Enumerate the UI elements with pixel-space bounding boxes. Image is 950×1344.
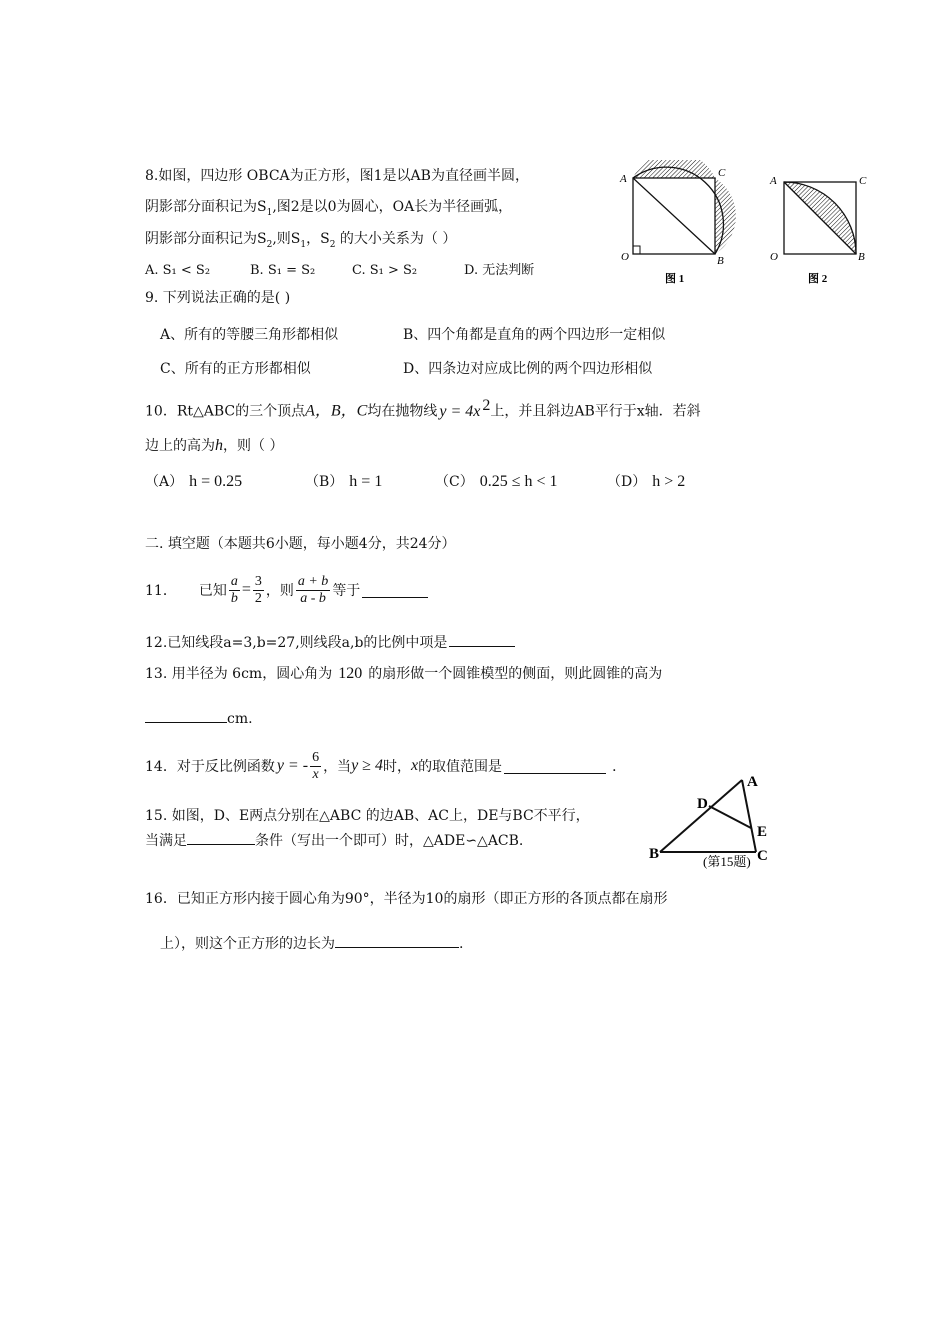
fig2-label-a: A	[770, 175, 777, 187]
q13-answer-blank[interactable]	[145, 708, 227, 723]
q10-line1: 10．Rt△ABC的三个顶点A，B，C均在抛物线 y = 4x $^2$上，并且斜边AB平行于x轴．若斜	[145, 397, 701, 420]
q10-line2: 边上的高为h，则（ ）	[145, 437, 284, 454]
fig1-label-b: B	[717, 255, 724, 267]
q10-option-b: （B） h = 1	[305, 473, 383, 490]
q8-option-d: D. 无法判断	[464, 263, 535, 278]
q8-option-c: C. S₁ > S₂	[352, 263, 418, 278]
fig15-label-c: C	[757, 848, 768, 864]
q8-option-b: B. S₁ = S₂	[250, 263, 316, 278]
q10-option-c: （C） 0.25 ≤ h < 1	[435, 473, 558, 490]
fig15-caption: (第15题)	[703, 854, 751, 869]
figure-2-diagram	[762, 160, 882, 290]
q13-line1: 13. 用半径为 6cm，圆心角为 120 的扇形做一个圆锥模型的侧面，则此圆锥的高为	[145, 665, 663, 682]
fig15-label-d: D	[697, 796, 708, 812]
fig15-label-b: B	[649, 846, 660, 862]
q8-options	[145, 261, 534, 281]
fig2-label-c: C	[859, 175, 867, 187]
figure-15-triangle	[645, 768, 785, 872]
q12: 12.已知线段a=3,b=27,则线段a,b的比例中项是	[145, 632, 515, 653]
fig15-label-e: E	[757, 824, 768, 840]
fig1-label-a: A	[620, 173, 627, 185]
section-2-heading: 二. 填空题（本题共6小题，每小题4分，共24分）	[145, 536, 456, 552]
q15-line1: 15. 如图，D、E两点分别在△ABC 的边AB、AC上，DE与BC不平行，	[145, 808, 590, 824]
q10-options	[145, 472, 685, 492]
q11-fraction-sum-over-diff: $\frac{a + b}{a - b}$	[297, 573, 329, 606]
q11-answer-blank[interactable]	[362, 583, 428, 598]
fig1-label-o: O	[621, 251, 629, 263]
q13-line2: cm.	[145, 708, 253, 729]
q12-answer-blank[interactable]	[449, 632, 515, 647]
q10-option-d: （D） h > 2	[607, 473, 686, 490]
fig1-label-c: C	[718, 167, 726, 179]
q8-option-a: A. S₁ < S₂	[145, 263, 211, 278]
q9-option-d: D、四条边对应成比例的两个四边形相似	[403, 361, 653, 377]
fig1-caption: 图 1	[665, 273, 685, 285]
fig2-label-o: O	[770, 251, 778, 263]
q10-option-a: （A） h = 0.25	[145, 473, 243, 490]
q11-fraction-3-over-2: $\frac{3}{2}$	[254, 573, 262, 606]
q16-answer-blank[interactable]	[335, 933, 459, 948]
fig2-caption: 图 2	[808, 273, 828, 285]
q11-fraction-a-over-b: $\frac{a}{b}$	[230, 573, 238, 606]
q14: 14．对于反比例函数 y = - $\frac{6}{x}$ ，当 y ≥ 4 时， x 的取值范围是 ．	[145, 749, 627, 782]
q11: 11． 已知 $\frac{a}{b}$ = $\frac{3}{2}$ ，则 $\frac{a + b}{a - b}$ 等于	[145, 570, 428, 610]
q8-line1: 8.如图，四边形 OBCA为正方形，图1是以AB为直径画半圆，	[145, 168, 529, 184]
q14-fraction-6-over-x: $\frac{6}{x}$	[312, 749, 320, 782]
fig2-label-b: B	[858, 251, 865, 263]
fig15-label-a: A	[747, 774, 758, 790]
q8-line2: 阴影部分面积记为$S_1$,图2是以0为圆心，OA长为半径画弧，	[145, 199, 513, 218]
q14-answer-blank[interactable]	[504, 759, 606, 774]
q15-answer-blank[interactable]	[187, 830, 255, 845]
q15-line2: 当满足 条件（写出一个即可）时，△ADE∽△ACB.	[145, 830, 523, 851]
q9-option-b: B、四个角都是直角的两个四边形一定相似	[403, 327, 666, 343]
q8-line3: 阴影部分面积记为$S_2$,则$S_1$，$S_2$ 的大小关系为（ ）	[145, 231, 457, 250]
q9-option-c: C、所有的正方形都相似	[160, 361, 311, 377]
q9-option-a: A、所有的等腰三角形都相似	[160, 327, 339, 343]
q16-line2: 上），则这个正方形的边长为 .	[160, 933, 463, 954]
figure-1-diagram	[615, 160, 745, 290]
q9-stem: 9. 下列说法正确的是( )	[145, 290, 291, 306]
q16-line1: 16．已知正方形内接于圆心角为90°，半径为10的扇形（即正方形的各顶点都在扇形	[145, 891, 668, 907]
